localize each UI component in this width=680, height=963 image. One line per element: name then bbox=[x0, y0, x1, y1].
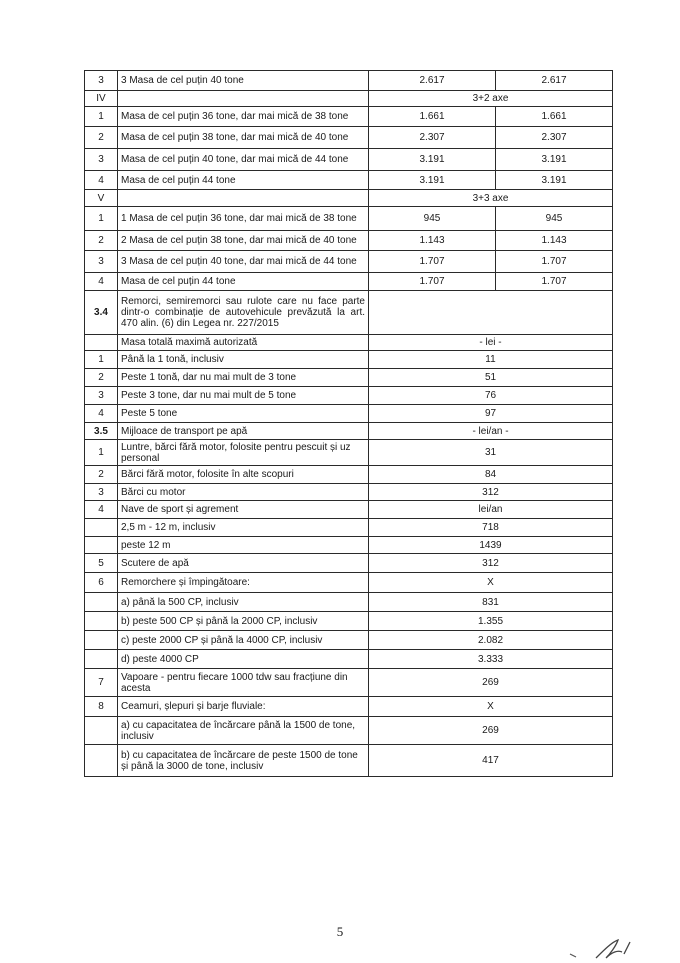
row-description: d) peste 4000 CP bbox=[118, 650, 369, 669]
row-number bbox=[85, 612, 118, 631]
row-number: 2 bbox=[85, 369, 118, 387]
row-description: Masa de cel puțin 36 tone, dar mai mică de 38 tone bbox=[118, 107, 369, 127]
row-number: 3.4 bbox=[85, 291, 118, 335]
table-row bbox=[85, 171, 613, 190]
signature-mark bbox=[566, 936, 646, 962]
tax-value-max: 1.143 bbox=[496, 231, 613, 251]
row-description: Luntre, bărci fără motor, folosite pentru pescuit și uz personal bbox=[118, 440, 369, 466]
row-description: 1 Masa de cel puțin 36 tone, dar mai mică de 38 tone bbox=[118, 207, 369, 231]
row-description: Remorci, semiremorci sau rulote care nu face parte dintr-o combinație de autovehicule prevăzută la art. 470 alin. (6) din Legea nr. 227/2015 bbox=[118, 291, 369, 335]
row-description: Scutere de apă bbox=[118, 554, 369, 573]
row-number: 4 bbox=[85, 273, 118, 291]
row-number: 1 bbox=[85, 351, 118, 369]
table-row bbox=[85, 335, 613, 351]
tax-value: lei/an bbox=[369, 501, 613, 519]
tax-value-max: 2.307 bbox=[496, 127, 613, 149]
tax-value-min: 1.143 bbox=[369, 231, 496, 251]
table-row bbox=[85, 423, 613, 440]
row-number bbox=[85, 335, 118, 351]
table-row bbox=[85, 291, 613, 335]
tax-value: 1.355 bbox=[369, 612, 613, 631]
row-description: b) peste 500 CP și până la 2000 CP, inclusiv bbox=[118, 612, 369, 631]
row-description bbox=[118, 91, 369, 107]
row-description: Masa de cel puțin 44 tone bbox=[118, 273, 369, 291]
tax-value-max: 1.707 bbox=[496, 273, 613, 291]
tax-value: 269 bbox=[369, 669, 613, 697]
row-number: 8 bbox=[85, 697, 118, 717]
table-row bbox=[85, 440, 613, 466]
row-number: 1 bbox=[85, 440, 118, 466]
tax-value-min: 945 bbox=[369, 207, 496, 231]
tax-value: 2.082 bbox=[369, 631, 613, 650]
row-number: 1 bbox=[85, 107, 118, 127]
row-number: 3 bbox=[85, 387, 118, 405]
table-row bbox=[85, 669, 613, 697]
table-row bbox=[85, 573, 613, 593]
axle-group-header: 3+2 axe bbox=[369, 91, 613, 107]
row-description: peste 12 m bbox=[118, 537, 369, 554]
table-row bbox=[85, 149, 613, 171]
row-description: Bărci cu motor bbox=[118, 484, 369, 501]
table-row bbox=[85, 554, 613, 573]
row-description: Vapoare - pentru fiecare 1000 tdw sau fracțiune din acesta bbox=[118, 669, 369, 697]
row-description: 2 Masa de cel puțin 38 tone, dar mai mică de 40 tone bbox=[118, 231, 369, 251]
tax-value: 31 bbox=[369, 440, 613, 466]
table-row bbox=[85, 351, 613, 369]
row-number bbox=[85, 717, 118, 745]
row-number: 3 bbox=[85, 484, 118, 501]
row-number: 3.5 bbox=[85, 423, 118, 440]
table-row bbox=[85, 717, 613, 745]
row-description: a) până la 500 CP, inclusiv bbox=[118, 593, 369, 612]
row-number: 1 bbox=[85, 207, 118, 231]
row-description bbox=[118, 190, 369, 207]
table-row bbox=[85, 91, 613, 107]
row-number bbox=[85, 593, 118, 612]
row-description: Bărci fără motor, folosite în alte scopuri bbox=[118, 466, 369, 484]
tax-value-min: 2.307 bbox=[369, 127, 496, 149]
table-row bbox=[85, 484, 613, 501]
tax-value-min: 3.191 bbox=[369, 149, 496, 171]
table-row bbox=[85, 405, 613, 423]
row-number: IV bbox=[85, 91, 118, 107]
row-description: Nave de sport și agrement bbox=[118, 501, 369, 519]
row-description: Remorchere și împingătoare: bbox=[118, 573, 369, 593]
row-number: 4 bbox=[85, 501, 118, 519]
tax-value: 84 bbox=[369, 466, 613, 484]
row-number: 5 bbox=[85, 554, 118, 573]
table-row bbox=[85, 207, 613, 231]
row-number: 3 bbox=[85, 149, 118, 171]
row-number bbox=[85, 519, 118, 537]
tax-value-max: 3.191 bbox=[496, 171, 613, 190]
tax-value: 76 bbox=[369, 387, 613, 405]
row-description: 3 Masa de cel puțin 40 tone, dar mai mică de 44 tone bbox=[118, 251, 369, 273]
table-row bbox=[85, 612, 613, 631]
row-description: b) cu capacitatea de încărcare de peste 1500 de tone și până la 3000 de tone, inclusiv bbox=[118, 745, 369, 777]
table-row bbox=[85, 251, 613, 273]
tax-value: 312 bbox=[369, 484, 613, 501]
row-description: a) cu capacitatea de încărcare până la 1500 de tone, inclusiv bbox=[118, 717, 369, 745]
row-description: Mijloace de transport pe apă bbox=[118, 423, 369, 440]
row-number bbox=[85, 745, 118, 777]
row-number: 3 bbox=[85, 71, 118, 91]
table-row bbox=[85, 593, 613, 612]
row-description: Peste 1 tonă, dar nu mai mult de 3 tone bbox=[118, 369, 369, 387]
table-row bbox=[85, 650, 613, 669]
row-description: c) peste 2000 CP și până la 4000 CP, inclusiv bbox=[118, 631, 369, 650]
tax-value: 312 bbox=[369, 554, 613, 573]
table-row bbox=[85, 519, 613, 537]
tax-value: - lei/an - bbox=[369, 423, 613, 440]
table-row bbox=[85, 697, 613, 717]
row-number bbox=[85, 650, 118, 669]
tax-value: - lei - bbox=[369, 335, 613, 351]
row-description: Masa de cel puțin 38 tone, dar mai mică de 40 tone bbox=[118, 127, 369, 149]
tax-value-min: 2.617 bbox=[369, 71, 496, 91]
tax-value: 1439 bbox=[369, 537, 613, 554]
row-number bbox=[85, 631, 118, 650]
tax-value: X bbox=[369, 573, 613, 593]
table-row bbox=[85, 631, 613, 650]
tax-value bbox=[369, 291, 613, 335]
table-row bbox=[85, 190, 613, 207]
row-description: Masa de cel puțin 44 tone bbox=[118, 171, 369, 190]
tax-value-max: 3.191 bbox=[496, 149, 613, 171]
tax-value: 11 bbox=[369, 351, 613, 369]
table-row bbox=[85, 537, 613, 554]
tax-value: 3.333 bbox=[369, 650, 613, 669]
tax-table bbox=[84, 70, 613, 777]
row-number: 2 bbox=[85, 127, 118, 149]
tax-value: 51 bbox=[369, 369, 613, 387]
tax-value-min: 1.707 bbox=[369, 251, 496, 273]
tax-value: 269 bbox=[369, 717, 613, 745]
table-row bbox=[85, 273, 613, 291]
table-row bbox=[85, 387, 613, 405]
table-row bbox=[85, 127, 613, 149]
row-description: Masa de cel puțin 40 tone, dar mai mică de 44 tone bbox=[118, 149, 369, 171]
row-description: Peste 3 tone, dar nu mai mult de 5 tone bbox=[118, 387, 369, 405]
tax-value: 718 bbox=[369, 519, 613, 537]
table-row bbox=[85, 231, 613, 251]
tax-value-max: 1.661 bbox=[496, 107, 613, 127]
row-number: 6 bbox=[85, 573, 118, 593]
row-number: 7 bbox=[85, 669, 118, 697]
table-row bbox=[85, 501, 613, 519]
row-number: 2 bbox=[85, 466, 118, 484]
tax-value: 97 bbox=[369, 405, 613, 423]
row-description: Peste 5 tone bbox=[118, 405, 369, 423]
row-number: 4 bbox=[85, 171, 118, 190]
tax-value: 417 bbox=[369, 745, 613, 777]
row-description: 2,5 m - 12 m, inclusiv bbox=[118, 519, 369, 537]
table-row bbox=[85, 466, 613, 484]
row-number: V bbox=[85, 190, 118, 207]
row-description: Masa totală maximă autorizată bbox=[118, 335, 369, 351]
row-number: 4 bbox=[85, 405, 118, 423]
row-number: 3 bbox=[85, 251, 118, 273]
tax-value-max: 2.617 bbox=[496, 71, 613, 91]
tax-value-min: 3.191 bbox=[369, 171, 496, 190]
row-description: Până la 1 tonă, inclusiv bbox=[118, 351, 369, 369]
page-number: 5 bbox=[336, 924, 344, 939]
row-number: 2 bbox=[85, 231, 118, 251]
tax-value-min: 1.707 bbox=[369, 273, 496, 291]
row-number bbox=[85, 537, 118, 554]
axle-group-header: 3+3 axe bbox=[369, 190, 613, 207]
tax-value: 831 bbox=[369, 593, 613, 612]
row-description: 3 Masa de cel puțin 40 tone bbox=[118, 71, 369, 91]
tax-value-max: 1.707 bbox=[496, 251, 613, 273]
row-description: Ceamuri, șlepuri și barje fluviale: bbox=[118, 697, 369, 717]
tax-value: X bbox=[369, 697, 613, 717]
tax-value-min: 1.661 bbox=[369, 107, 496, 127]
table-row bbox=[85, 369, 613, 387]
tax-value-max: 945 bbox=[496, 207, 613, 231]
table-row bbox=[85, 745, 613, 777]
table-row bbox=[85, 71, 613, 91]
table-row bbox=[85, 107, 613, 127]
